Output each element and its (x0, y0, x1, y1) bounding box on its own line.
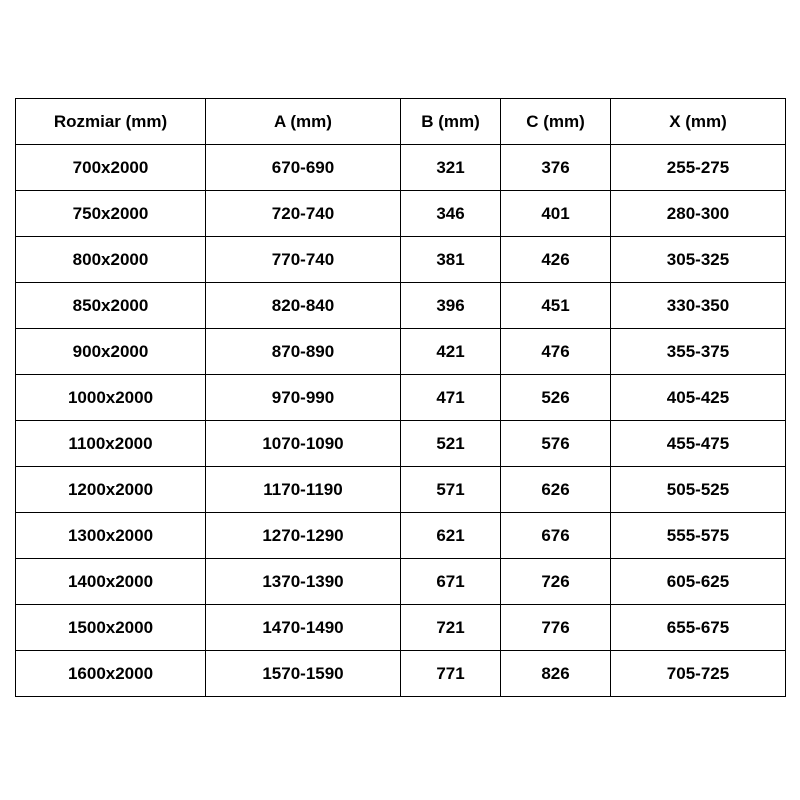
cell-b: 671 (401, 559, 501, 605)
table-header-row (16, 99, 786, 145)
cell-rozmiar: 750x2000 (16, 191, 206, 237)
cell-x: 330-350 (611, 283, 786, 329)
table-row (16, 513, 786, 559)
cell-c: 526 (501, 375, 611, 421)
size-table-container (15, 98, 785, 697)
cell-rozmiar: 700x2000 (16, 145, 206, 191)
cell-x: 705-725 (611, 651, 786, 697)
cell-c: 726 (501, 559, 611, 605)
cell-b: 321 (401, 145, 501, 191)
cell-a: 770-740 (206, 237, 401, 283)
cell-rozmiar: 1300x2000 (16, 513, 206, 559)
cell-x: 280-300 (611, 191, 786, 237)
cell-a: 1170-1190 (206, 467, 401, 513)
cell-a: 670-690 (206, 145, 401, 191)
cell-x: 305-325 (611, 237, 786, 283)
cell-c: 426 (501, 237, 611, 283)
cell-rozmiar: 1500x2000 (16, 605, 206, 651)
cell-b: 621 (401, 513, 501, 559)
cell-c: 451 (501, 283, 611, 329)
table-row (16, 605, 786, 651)
cell-x: 455-475 (611, 421, 786, 467)
cell-a: 1070-1090 (206, 421, 401, 467)
cell-b: 721 (401, 605, 501, 651)
table-row (16, 421, 786, 467)
column-header-b: B (mm) (401, 99, 501, 145)
table-row (16, 145, 786, 191)
column-header-rozmiar: Rozmiar (mm) (16, 99, 206, 145)
table-body (16, 145, 786, 697)
cell-a: 1470-1490 (206, 605, 401, 651)
cell-x: 555-575 (611, 513, 786, 559)
cell-a: 720-740 (206, 191, 401, 237)
cell-a: 970-990 (206, 375, 401, 421)
cell-c: 576 (501, 421, 611, 467)
table-row (16, 467, 786, 513)
cell-b: 521 (401, 421, 501, 467)
cell-x: 605-625 (611, 559, 786, 605)
cell-b: 346 (401, 191, 501, 237)
cell-a: 820-840 (206, 283, 401, 329)
cell-a: 1570-1590 (206, 651, 401, 697)
cell-x: 505-525 (611, 467, 786, 513)
cell-rozmiar: 1000x2000 (16, 375, 206, 421)
cell-x: 355-375 (611, 329, 786, 375)
cell-rozmiar: 1200x2000 (16, 467, 206, 513)
cell-c: 626 (501, 467, 611, 513)
table-row (16, 651, 786, 697)
cell-x: 405-425 (611, 375, 786, 421)
cell-c: 376 (501, 145, 611, 191)
cell-a: 1270-1290 (206, 513, 401, 559)
table-row (16, 283, 786, 329)
cell-c: 826 (501, 651, 611, 697)
cell-c: 676 (501, 513, 611, 559)
cell-c: 476 (501, 329, 611, 375)
table-row (16, 329, 786, 375)
table-header (16, 99, 786, 145)
cell-rozmiar: 800x2000 (16, 237, 206, 283)
table-row (16, 191, 786, 237)
table-row (16, 375, 786, 421)
cell-c: 776 (501, 605, 611, 651)
column-header-x: X (mm) (611, 99, 786, 145)
cell-rozmiar: 850x2000 (16, 283, 206, 329)
size-table (15, 98, 786, 697)
table-row (16, 559, 786, 605)
column-header-c: C (mm) (501, 99, 611, 145)
cell-b: 396 (401, 283, 501, 329)
cell-rozmiar: 1600x2000 (16, 651, 206, 697)
cell-rozmiar: 900x2000 (16, 329, 206, 375)
cell-x: 655-675 (611, 605, 786, 651)
cell-b: 571 (401, 467, 501, 513)
cell-b: 771 (401, 651, 501, 697)
cell-b: 421 (401, 329, 501, 375)
cell-x: 255-275 (611, 145, 786, 191)
cell-rozmiar: 1400x2000 (16, 559, 206, 605)
cell-a: 1370-1390 (206, 559, 401, 605)
cell-c: 401 (501, 191, 611, 237)
cell-b: 471 (401, 375, 501, 421)
column-header-a: A (mm) (206, 99, 401, 145)
table-row (16, 237, 786, 283)
cell-b: 381 (401, 237, 501, 283)
cell-rozmiar: 1100x2000 (16, 421, 206, 467)
cell-a: 870-890 (206, 329, 401, 375)
